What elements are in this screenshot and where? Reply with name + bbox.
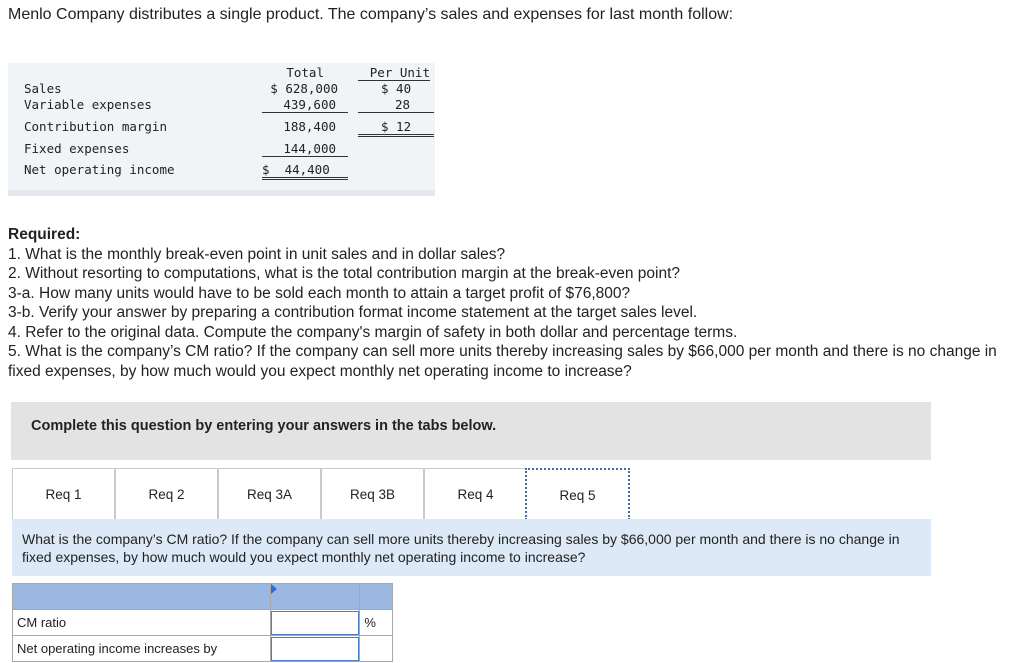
noi-increase-label: Net operating income increases by [13, 636, 271, 662]
answer-row-cm-ratio [13, 610, 393, 636]
table-bottom-bar [8, 190, 435, 196]
row-label-sales: Sales [24, 81, 62, 96]
answer-header-unit-cell [360, 584, 393, 610]
cm-ratio-cell [271, 610, 360, 636]
per-unit-double-underline [358, 133, 434, 137]
row-label-fixed-expenses: Fixed expenses [24, 141, 130, 156]
variable-expenses-per-unit: 28 [358, 97, 434, 113]
tab-req-3a[interactable]: Req 3A [218, 468, 321, 519]
required-heading: Required: [8, 226, 81, 243]
answer-row-noi-increase [13, 636, 393, 662]
required-item-3a: 3-a. How many units would have to be sold each month to attain a target profit of $76,800? [8, 284, 631, 302]
answer-table-header [13, 584, 393, 610]
tab-req-5[interactable]: Req 5 [525, 468, 630, 520]
noi-increase-cell [271, 636, 360, 662]
instruction-text: Complete this question by entering your answers in the tabs below. [31, 418, 497, 434]
header-total: Total [286, 65, 324, 80]
answer-header-label-cell [13, 584, 271, 610]
required-item-4: 4. Refer to the original data. Compute the company's margin of safety in both dollar and percentage terms. [8, 323, 738, 341]
contribution-margin-total: 188,400 [283, 119, 336, 134]
tab-req-3b[interactable]: Req 3B [321, 468, 424, 519]
tab-req-4[interactable]: Req 4 [424, 468, 527, 519]
tab-req-1[interactable]: Req 1 [12, 468, 115, 519]
intro-text: Menlo Company distributes a single product. The company’s sales and expenses for last month follow: [8, 6, 734, 23]
sales-total: $ 628,000 [270, 81, 338, 96]
sales-per-unit: $ 40 [381, 81, 412, 96]
cm-ratio-input[interactable] [271, 611, 359, 635]
tab-req-2[interactable]: Req 2 [115, 468, 218, 519]
question-box [12, 519, 931, 576]
answer-table [12, 583, 393, 662]
header-per-unit: Per Unit [358, 65, 430, 81]
row-label-net-operating-income: Net operating income [24, 162, 175, 177]
cm-ratio-unit: % [360, 610, 393, 636]
fixed-expenses-total: 144,000 [262, 141, 348, 157]
answer-header-value-cell [271, 584, 360, 610]
net-operating-income-total: $ 44,400 [262, 162, 348, 180]
variable-expenses-total: 439,600 [262, 97, 348, 113]
row-label-contribution-margin: Contribution margin [24, 119, 167, 134]
question-text: What is the company’s CM ratio? If the company can sell more units thereby increasing sales by $66,000 per month and there is no change in fixed expenses, by how much would you expect monthly net operating income to increase? [22, 531, 900, 565]
cm-ratio-label: CM ratio [13, 610, 271, 636]
required-item-1: 1. What is the monthly break-even point in unit sales and in dollar sales? [8, 245, 506, 263]
required-item-5: 5. What is the company’s CM ratio? If the company can sell more units thereby increasing sales by $66,000 per month and there is no change in fixed expenses, by how much would you expect monthly net operating income to increase? [8, 343, 997, 380]
noi-increase-unit [360, 636, 393, 662]
noi-increase-input[interactable] [271, 637, 359, 661]
tab-bar [12, 468, 1024, 520]
instruction-box [11, 402, 931, 460]
required-section [8, 225, 1020, 381]
required-item-3b: 3-b. Verify your answer by preparing a contribution format income statement at the target sales level. [8, 304, 698, 321]
row-label-variable-expenses: Variable expenses [24, 97, 152, 112]
required-item-2: 2. Without resorting to computations, what is the total contribution margin at the break-even point? [8, 265, 681, 282]
contribution-margin-per-unit: $ 12 [381, 119, 412, 134]
